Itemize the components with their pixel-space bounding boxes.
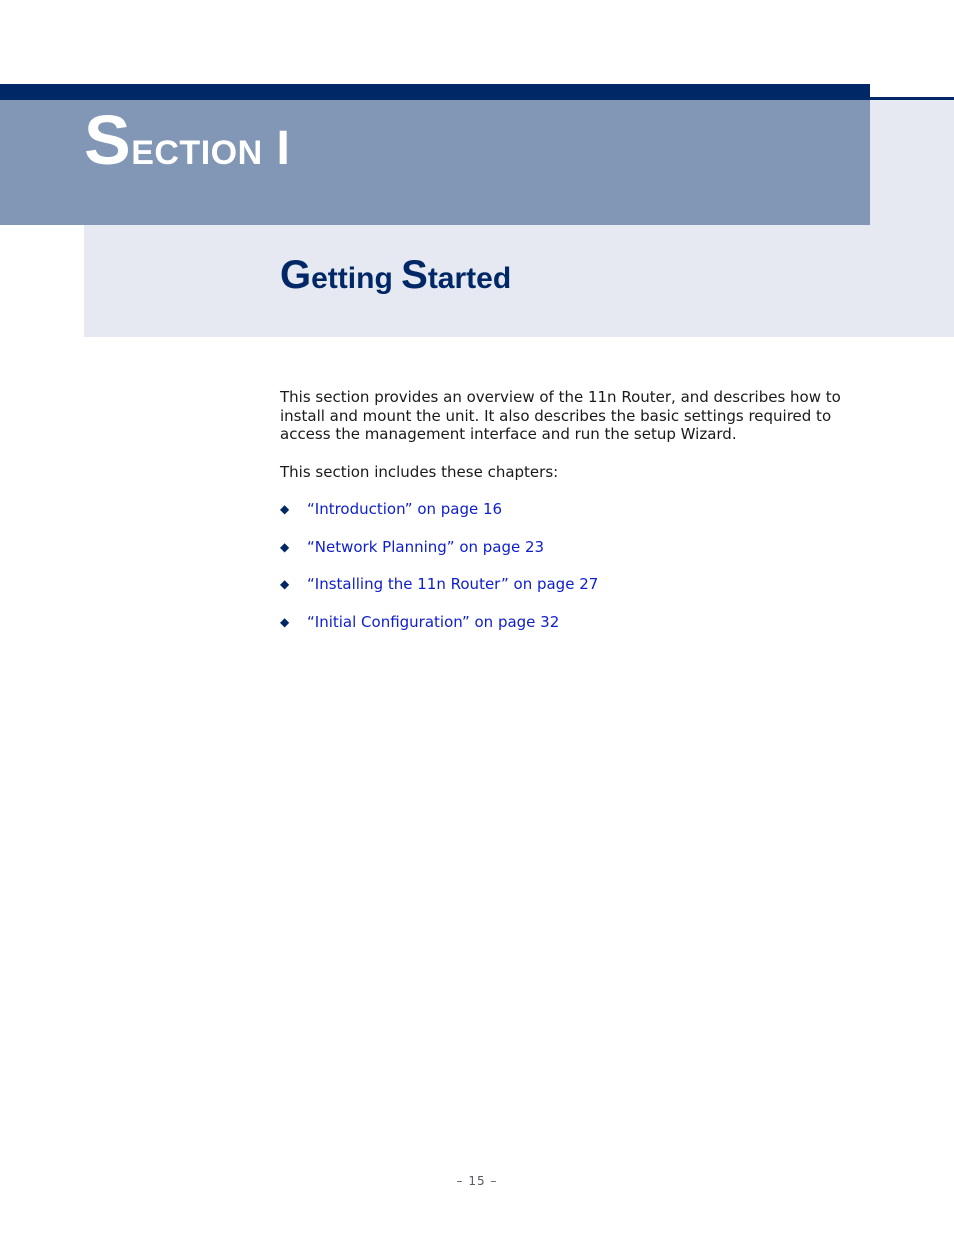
part-title	[280, 250, 511, 300]
chapter-link-introduction[interactable]: “Introduction” on page 16	[307, 500, 503, 518]
page-number: – 15 –	[456, 1174, 498, 1188]
list-item	[280, 613, 598, 651]
section-title-initial: S	[84, 101, 132, 179]
list-item	[280, 575, 598, 613]
list-item	[280, 538, 598, 576]
chapter-link-installing[interactable]: “Installing the 11n Router” on page 27	[307, 575, 599, 593]
section-title	[84, 100, 290, 180]
section-title-rest: ection I	[131, 122, 291, 175]
part-title-initial-2: S	[401, 253, 428, 297]
includes-paragraph: This section includes these chapters:	[280, 463, 559, 481]
chapter-link-initial-configuration[interactable]: “Initial Configuration” on page 32	[307, 612, 560, 631]
diamond-icon: ◆	[280, 577, 290, 591]
part-title-initial-1: G	[280, 253, 312, 297]
chapter-link-network-planning[interactable]: “Network Planning” on page 23	[307, 537, 545, 556]
list-item	[280, 500, 598, 538]
diamond-icon: ◆	[280, 614, 290, 629]
diamond-icon: ◆	[280, 539, 290, 554]
part-title-rest-2: tarted	[427, 262, 512, 295]
header-bar	[0, 84, 870, 100]
chapter-list	[280, 500, 598, 650]
intro-paragraph: This section provides an overview of the 11n Router, and describes how to install and mount the unit. It also describes the basic settings required to access the management interface and run the setup Wizard.	[280, 388, 841, 443]
part-title-rest-1: etting	[311, 262, 402, 295]
diamond-icon: ◆	[280, 502, 290, 516]
